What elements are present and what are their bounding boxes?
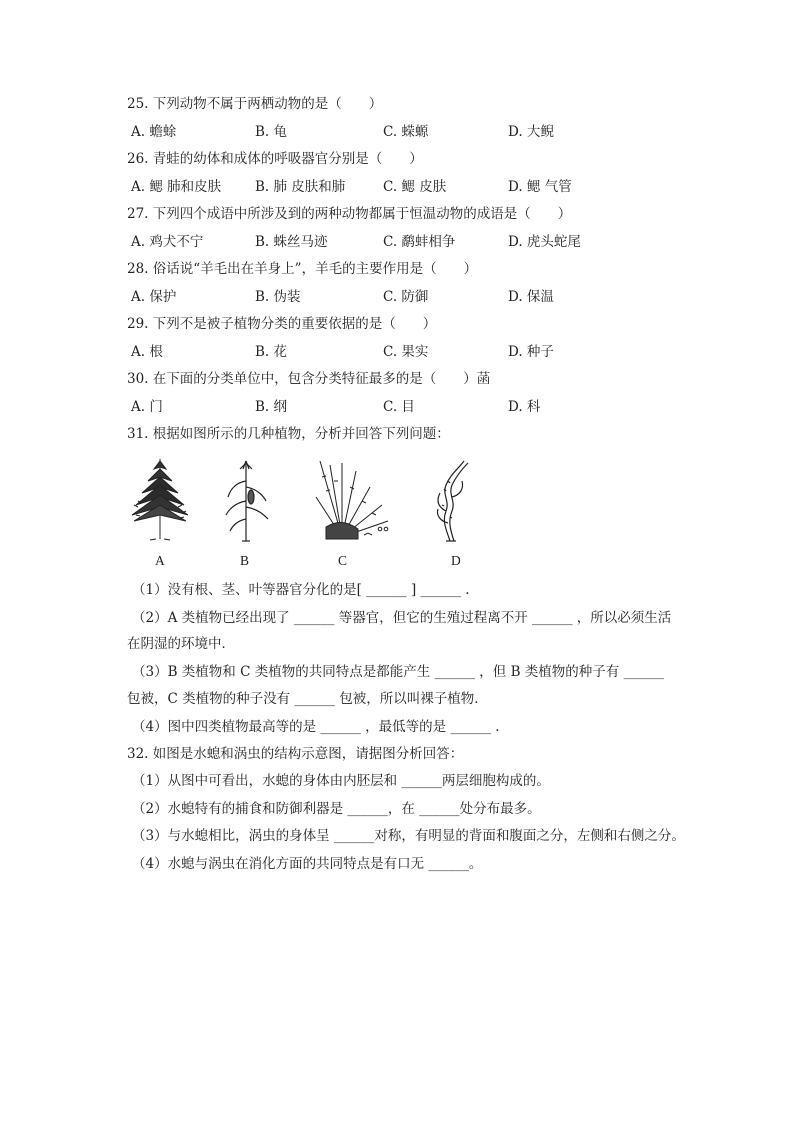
q25-option-a: A. 蟾蜍 — [131, 124, 177, 140]
q28-option-b: B. 伪装 — [255, 289, 301, 305]
figure-label-d: D — [451, 553, 461, 568]
corn-plant-illustration — [224, 457, 270, 543]
q31-part-4: （4）图中四类植物最高等的是 ______ ，最低等的是 ______ . — [132, 719, 500, 735]
q25-option-b: B. 龟 — [255, 124, 288, 140]
q30-option-b: B. 纲 — [255, 399, 288, 415]
q26-option-b: B. 肺 皮肤和肺 — [255, 179, 346, 195]
q30-option-d: D. 科 — [508, 399, 541, 415]
question-27-stem: 27. 下列四个成语中所涉及到的两种动物都属于恒温动物的成语是（ ） — [127, 206, 572, 222]
cycad-plant-illustration — [312, 457, 392, 543]
q27-option-a: A. 鸡犬不宁 — [131, 234, 204, 250]
q26-option-a: A. 鳃 肺和皮肤 — [131, 179, 222, 195]
q27-option-c: C. 鹬蚌相争 — [383, 234, 456, 250]
question-32-stem: 32. 如图是水螅和涡虫的结构示意图，请据图分析回答： — [127, 746, 464, 762]
q31-part-3: （3）B 类植物和 C 类植物的共同特点是都能产生 ______ ，但 B 类植物的种子有 ______ — [132, 664, 665, 680]
q25-option-c: C. 蝾螈 — [383, 124, 429, 140]
q26-option-d: D. 鳃 气管 — [508, 179, 572, 195]
fern-plant-illustration — [128, 455, 194, 541]
q31-part-2: （2）A 类植物已经出现了 ______ 等器官，但它的生殖过程离不开 ______ ，所以必须生活 — [132, 610, 672, 626]
seaweed-plant-illustration — [428, 457, 474, 543]
question-31-stem: 31. 根据如图所示的几种植物，分析并回答下列问题： — [127, 426, 450, 442]
q31-part-1: （1）没有根、茎、叶等器官分化的是[ ______ ] ______ . — [132, 582, 470, 598]
q28-option-d: D. 保温 — [508, 289, 554, 305]
q29-option-a: A. 根 — [131, 344, 163, 360]
q32-part-4: （4）水螅与涡虫在消化方面的共同特点是有口无 ______。 — [132, 856, 483, 872]
q28-option-c: C. 防御 — [383, 289, 429, 305]
q30-option-a: A. 门 — [131, 399, 163, 415]
question-29-stem: 29. 下列不是被子植物分类的重要依据的是（ ） — [127, 316, 437, 332]
q27-option-d: D. 虎头蛇尾 — [508, 234, 581, 250]
q31-part-2-cont: 在阴湿的环境中． — [127, 636, 235, 652]
q31-part-3-cont: 包被，C 类植物的种子没有 ______ 包被，所以叫裸子植物． — [127, 691, 488, 707]
question-28-stem: 28. 俗话说“羊毛出在羊身上”，羊毛的主要作用是（ ） — [127, 261, 478, 277]
q28-option-a: A. 保护 — [131, 289, 177, 305]
q25-option-d: D. 大鲵 — [508, 124, 554, 140]
q29-option-d: D. 种子 — [508, 344, 554, 360]
q26-option-c: C. 鳃 皮肤 — [383, 179, 447, 195]
q30-option-c: C. 目 — [383, 399, 415, 415]
question-30-stem: 30. 在下面的分类单位中，包含分类特征最多的是（ ）菡 — [127, 371, 491, 387]
figure-label-b: B — [240, 553, 250, 568]
q32-part-1: （1）从图中可看出，水螅的身体由内胚层和 ______两层细胞构成的。 — [132, 773, 550, 789]
figure-label-c: C — [338, 553, 348, 568]
q32-part-3: （3）与水螅相比，涡虫的身体呈 ______对称，有明显的背面和腹面之分，左侧和右侧之分。 — [132, 828, 685, 844]
figure-label-a: A — [155, 553, 165, 568]
question-25-stem: 25. 下列动物不属于两栖动物的是（ ） — [127, 96, 383, 112]
q29-option-b: B. 花 — [255, 344, 288, 360]
q32-part-2: （2）水螅特有的捕食和防御利器是 ______，在 ______处分布最多。 — [132, 801, 541, 817]
question-26-stem: 26. 青蛙的幼体和成体的呼吸器官分别是（ ） — [127, 151, 423, 167]
q27-option-b: B. 蛛丝马迹 — [255, 234, 328, 250]
q29-option-c: C. 果实 — [383, 344, 429, 360]
